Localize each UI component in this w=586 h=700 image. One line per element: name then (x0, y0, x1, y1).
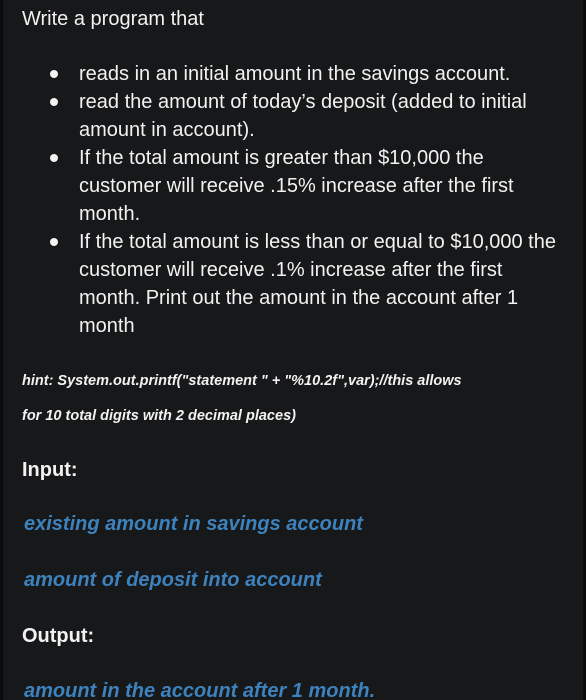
intro-text: Write a program that (22, 8, 204, 30)
input-label: Input: (22, 459, 78, 481)
hint-line-2: for 10 total digits with 2 decimal places) (22, 408, 296, 424)
requirement-item (79, 228, 559, 340)
requirements-list (79, 60, 559, 340)
requirement-item (79, 88, 559, 144)
bullet-dot-icon (50, 98, 58, 106)
bullet-dot-icon (50, 238, 58, 246)
output-label: Output: (22, 625, 95, 647)
requirement-item (79, 144, 559, 228)
requirement-text: reads in an initial amount in the savings account. (79, 63, 511, 85)
hint-line-1: hint: System.out.printf("statement " + "%10.2f",var);//this allows (22, 373, 462, 389)
requirement-text: If the total amount is less than or equal to $10,000 the customer will receive .1% increase after the first month. Print out the amount in the account after 1 month (79, 231, 556, 337)
bullet-dot-icon (50, 70, 58, 78)
input-item-deposit-amount: amount of deposit into account (24, 569, 322, 591)
bullet-dot-icon (50, 154, 58, 162)
hint-text (22, 364, 562, 434)
requirement-text: If the total amount is greater than $10,000 the customer will receive .15% increase after the first month. (79, 147, 514, 225)
requirement-item (79, 60, 559, 88)
requirement-text: read the amount of today’s deposit (added to initial amount in account). (79, 91, 527, 141)
input-item-existing-amount: existing amount in savings account (24, 513, 363, 535)
output-item-final-amount: amount in the account after 1 month. (24, 680, 376, 700)
